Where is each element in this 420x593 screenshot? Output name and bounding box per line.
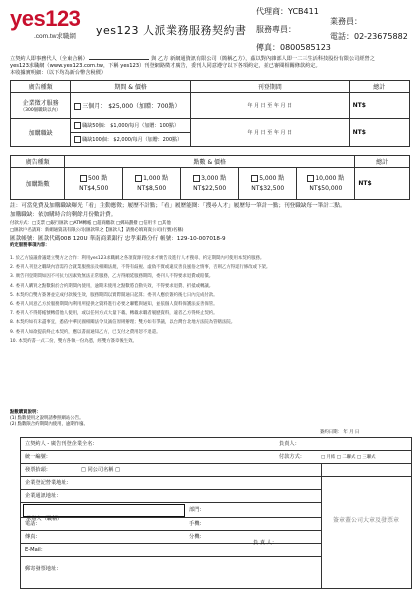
form-divider xyxy=(21,489,321,490)
points-500-label: 500 點 xyxy=(88,174,108,182)
points-notes-title: 點數購買說明： xyxy=(10,410,41,415)
company-name-blank[interactable] xyxy=(89,59,149,60)
extra-jobs-50-checkbox[interactable] xyxy=(74,122,81,129)
term-item: 6. 委刊人同意乙方於服務期間內利用所提供之資料進行必要之聯繫與通知，並依個人資料保護法妥善保管。 xyxy=(10,302,218,308)
responsible-person-sign[interactable]: 負 責 人： xyxy=(253,540,278,546)
points-10000-checkbox[interactable] xyxy=(307,175,314,182)
extra-jobs-50-cell[interactable] xyxy=(71,119,191,133)
points-3000-label: 3,000 點 xyxy=(201,174,227,182)
points-5000-label: 5,000 點 xyxy=(259,174,285,182)
col-header-type: 廣告種類 xyxy=(11,81,71,93)
extra-jobs-type: 加購職缺 xyxy=(11,119,71,147)
points-10000-price: NT$50,000 xyxy=(309,184,343,192)
terms-list xyxy=(10,256,410,345)
invoice-title-label[interactable]: 發票抬頭： xyxy=(25,467,51,473)
points-note-2: (2) 點數限合約期間內使用，逾期作廢。 xyxy=(10,422,88,428)
form-divider xyxy=(21,517,321,518)
term-item: 5. 本契約自雙方簽署並完成付款後生效，服務期間以實際開通日起算；委刊人應於簽約後七日內完成付款。 xyxy=(10,292,218,298)
form-vertical-divider xyxy=(321,463,322,588)
invoice-opt-two-part[interactable]: □ 二聯式 xyxy=(336,455,356,460)
fax-label[interactable]: 傳真： xyxy=(25,534,41,540)
extension-label[interactable]: 分機： xyxy=(189,534,205,540)
mobile-label[interactable]: 手機： xyxy=(189,521,205,527)
party-name-label[interactable]: 立契約人 - 廣告刊登企業全名： xyxy=(25,441,98,447)
points-option-10000[interactable] xyxy=(297,168,355,200)
extra-jobs-period[interactable]: 年 月 日 至 年 月 日 xyxy=(190,119,349,147)
points-1000-price: NT$8,500 xyxy=(137,184,167,192)
mailing-address-label[interactable]: 企業通訊地址： xyxy=(25,493,62,499)
same-as-company-option[interactable]: □ 同公司名稱 □ xyxy=(81,467,121,473)
department-label[interactable]: 部門： xyxy=(189,507,205,513)
points-500-price: NT$4,500 xyxy=(79,184,109,192)
points-5000-checkbox[interactable] xyxy=(251,175,258,182)
invoice-type-options[interactable] xyxy=(321,455,376,461)
points-5000-price: NT$32,500 xyxy=(251,184,285,192)
term-item: 3. 廣告刊登期間如因不可抗力因素致無法正常服務，乙方得順延服務期間，委刊人不得要求退費或賠償。 xyxy=(10,274,214,280)
points-option-3000[interactable] xyxy=(181,168,239,200)
company-seal-area[interactable] xyxy=(327,493,405,553)
term-item: 7. 委刊人不得將帳號轉借他人使用，或以任何方式大量下載、轉載求職者履歷資料，違者乙方得終止契約。 xyxy=(10,311,218,317)
invoice-mail-address-label[interactable]: 郵寄發票地址： xyxy=(25,566,62,572)
points-3000-price: NT$22,500 xyxy=(193,184,227,192)
plan-type-cell xyxy=(11,93,71,119)
phone-label[interactable]: 電話： xyxy=(25,521,41,527)
sign-date[interactable]: 簽約日期： 年 月 日 xyxy=(320,430,360,435)
points-header-type: 廣告種類 xyxy=(11,156,65,168)
brand-logo xyxy=(10,8,88,42)
registered-address-label[interactable]: 企業登記營業地址： xyxy=(25,480,72,486)
note-2: 加購職缺：依加購時合約剩餘月份數計費。 xyxy=(10,212,117,218)
col-header-period: 刊登期間 xyxy=(190,81,349,93)
plan-type: 企業徵才服務 xyxy=(22,100,59,107)
form-divider xyxy=(21,463,411,464)
term-item: 1. 於乙方協議會議建立雙方之合作：利用yes123求職網之各項資源刊登求才廣告及進行人才搜尋、約定期間內可使用本契約服務。 xyxy=(10,256,265,261)
points-1000-label: 1,000 點 xyxy=(143,174,169,182)
term-item: 8. 本契約如有未盡事宜，悉依中華民國相關法令及誠信原則辦理；雙方如有爭議，以台灣台北地方法院為管轄法院。 xyxy=(10,320,236,326)
extra-jobs-50-label: 職缺50個： $1,000/每月（加贈：100點） xyxy=(82,123,179,129)
plan-option-label: 三個月： $25,000（加贈：700點） xyxy=(82,103,181,110)
signature-form xyxy=(20,437,412,589)
invoice-opt-monthly[interactable]: □ 月結 xyxy=(321,455,336,460)
logo-subtext: .com.tw求職網 xyxy=(34,33,76,40)
fax-number: 傳真：0800585123 xyxy=(256,43,331,52)
plan-type-sub: （300個職缺以內） xyxy=(20,108,61,113)
notes-block xyxy=(10,203,410,250)
points-type: 加購點數 xyxy=(11,168,65,200)
col-header-total: 總計 xyxy=(349,81,409,93)
plan-option-cell[interactable] xyxy=(71,93,191,119)
form-divider xyxy=(21,476,411,477)
points-header-total: 總計 xyxy=(355,156,410,168)
form-divider xyxy=(21,502,321,503)
term-item: 10. 本契約書一式二份，雙方各執一份為憑，經雙方簽章後生效。 xyxy=(10,338,137,344)
intro-line-2: yes123求職網（www.yes123.com.tw，下稱 yes123）刊登網路徵才廣告，委刊人同意遵守以下各項約定，並已審閱相關條款約定。 xyxy=(10,63,321,69)
intro-text xyxy=(10,56,410,77)
extra-jobs-100-checkbox[interactable] xyxy=(74,136,81,143)
terms-title: 約定服務事項內容： xyxy=(10,243,50,249)
bank-account-name: □匯款戶名請寫：新網通資訊有限公司(匯款單之【匯款人】請務必填寫貴公司(行號)名稱) xyxy=(10,228,184,234)
intro-line-1: 立契約人即事務代人（全東合稱） xyxy=(10,56,88,62)
seal-instruction: 簽章蓋公司大章及發票章 xyxy=(332,517,399,524)
email-label[interactable]: E-Mail： xyxy=(25,547,46,553)
extra-jobs-100-cell[interactable] xyxy=(71,133,191,147)
points-header-price: 點數 & 價格 xyxy=(65,156,355,168)
plan-checkbox[interactable] xyxy=(74,103,81,110)
points-1000-checkbox[interactable] xyxy=(135,175,142,182)
points-total[interactable]: NT$ xyxy=(355,168,410,200)
points-table xyxy=(10,155,410,200)
points-3000-checkbox[interactable] xyxy=(193,175,200,182)
points-option-1000[interactable] xyxy=(123,168,181,200)
extra-jobs-100-label: 職缺100個： $2,000/每月（加贈：200點） xyxy=(82,137,183,143)
salesperson-label: 業務員： xyxy=(330,17,362,26)
note-1: 註：可當免費及加購職缺曝光「看」主動應徵；履歷不計點；「看」履歷能閱：「搜尋人才」履歷每一筆計一點；刊登職缺每一筆計二點。 xyxy=(10,203,346,209)
invoice-type-label: 付款方式： xyxy=(279,454,305,460)
service-plan-table xyxy=(10,80,410,147)
contact-person-field[interactable] xyxy=(23,504,185,522)
plan-period[interactable]: 年 月 日 至 年 月 日 xyxy=(190,93,349,119)
tax-id-label[interactable]: 統一編號： xyxy=(25,454,51,460)
col-header-price: 期間 & 價格 xyxy=(71,81,191,93)
intro-line-1b: 與 乙方 新網通資訊有限公司（簡稱乙方），茲以對內雜部人即一二三生活科技股份有限公司經營之 xyxy=(151,56,375,62)
points-10000-label: 10,000 點 xyxy=(315,174,345,182)
phone-number: 電話：02-23675882 xyxy=(330,32,408,41)
contact-person-label: 承辦人（職稱） xyxy=(26,516,63,522)
points-option-500[interactable] xyxy=(65,168,123,200)
points-purchase-notes xyxy=(10,410,410,429)
term-item: 2. 委刊人刊登之職缺內容需符合就業服務法及相關法規，不得有歧視、虛偽不實或違反善良風俗之情事，否則乙方得逕行修改或下架。 xyxy=(10,265,271,271)
service-staff-label: 服務專員： xyxy=(256,25,296,34)
form-divider xyxy=(21,530,321,531)
document-title: yes123 人派業務服務契約書 xyxy=(96,24,247,37)
bank-account-number: 匯款帳號：匯款代碼008 120U 華南商業銀行 忠孝東路分行 帳號：129-10-007018-9 xyxy=(10,236,226,243)
form-divider xyxy=(21,556,321,557)
intro-section-title: 本收據實明細：（以下均為新台幣含稅價） xyxy=(10,70,106,76)
points-option-5000[interactable] xyxy=(239,168,297,200)
term-item: 9. 委刊人如欲提前終止本契約，應以書面通知乙方，已支付之費用恕不退還。 xyxy=(10,329,161,335)
plan-total[interactable]: NT$ xyxy=(349,93,409,119)
invoice-opt-three-part[interactable]: □ 三聯式 xyxy=(356,455,376,460)
owner-label[interactable]: 負責人： xyxy=(279,441,300,447)
agent-code: 代理商：YCB411 xyxy=(256,7,319,16)
extra-jobs-total[interactable]: NT$ xyxy=(349,119,409,147)
points-note-1: (1) 點數使用之說明請參照網站公告。 xyxy=(10,416,84,422)
form-divider xyxy=(21,450,411,451)
points-500-checkbox[interactable] xyxy=(80,175,87,182)
logo-text: yes123 xyxy=(10,6,81,31)
term-item: 4. 委刊人購買之點數限於合約期間內使用，逾期未使用之點數將自動失效，不得要求退費、折抵或轉讓。 xyxy=(10,283,214,289)
payment-methods[interactable]: 付款方式：□支票 □銀行匯款 □ATM轉帳 □超商繳款 □郵局劃撥 □信用卡 □其他 xyxy=(10,221,171,226)
